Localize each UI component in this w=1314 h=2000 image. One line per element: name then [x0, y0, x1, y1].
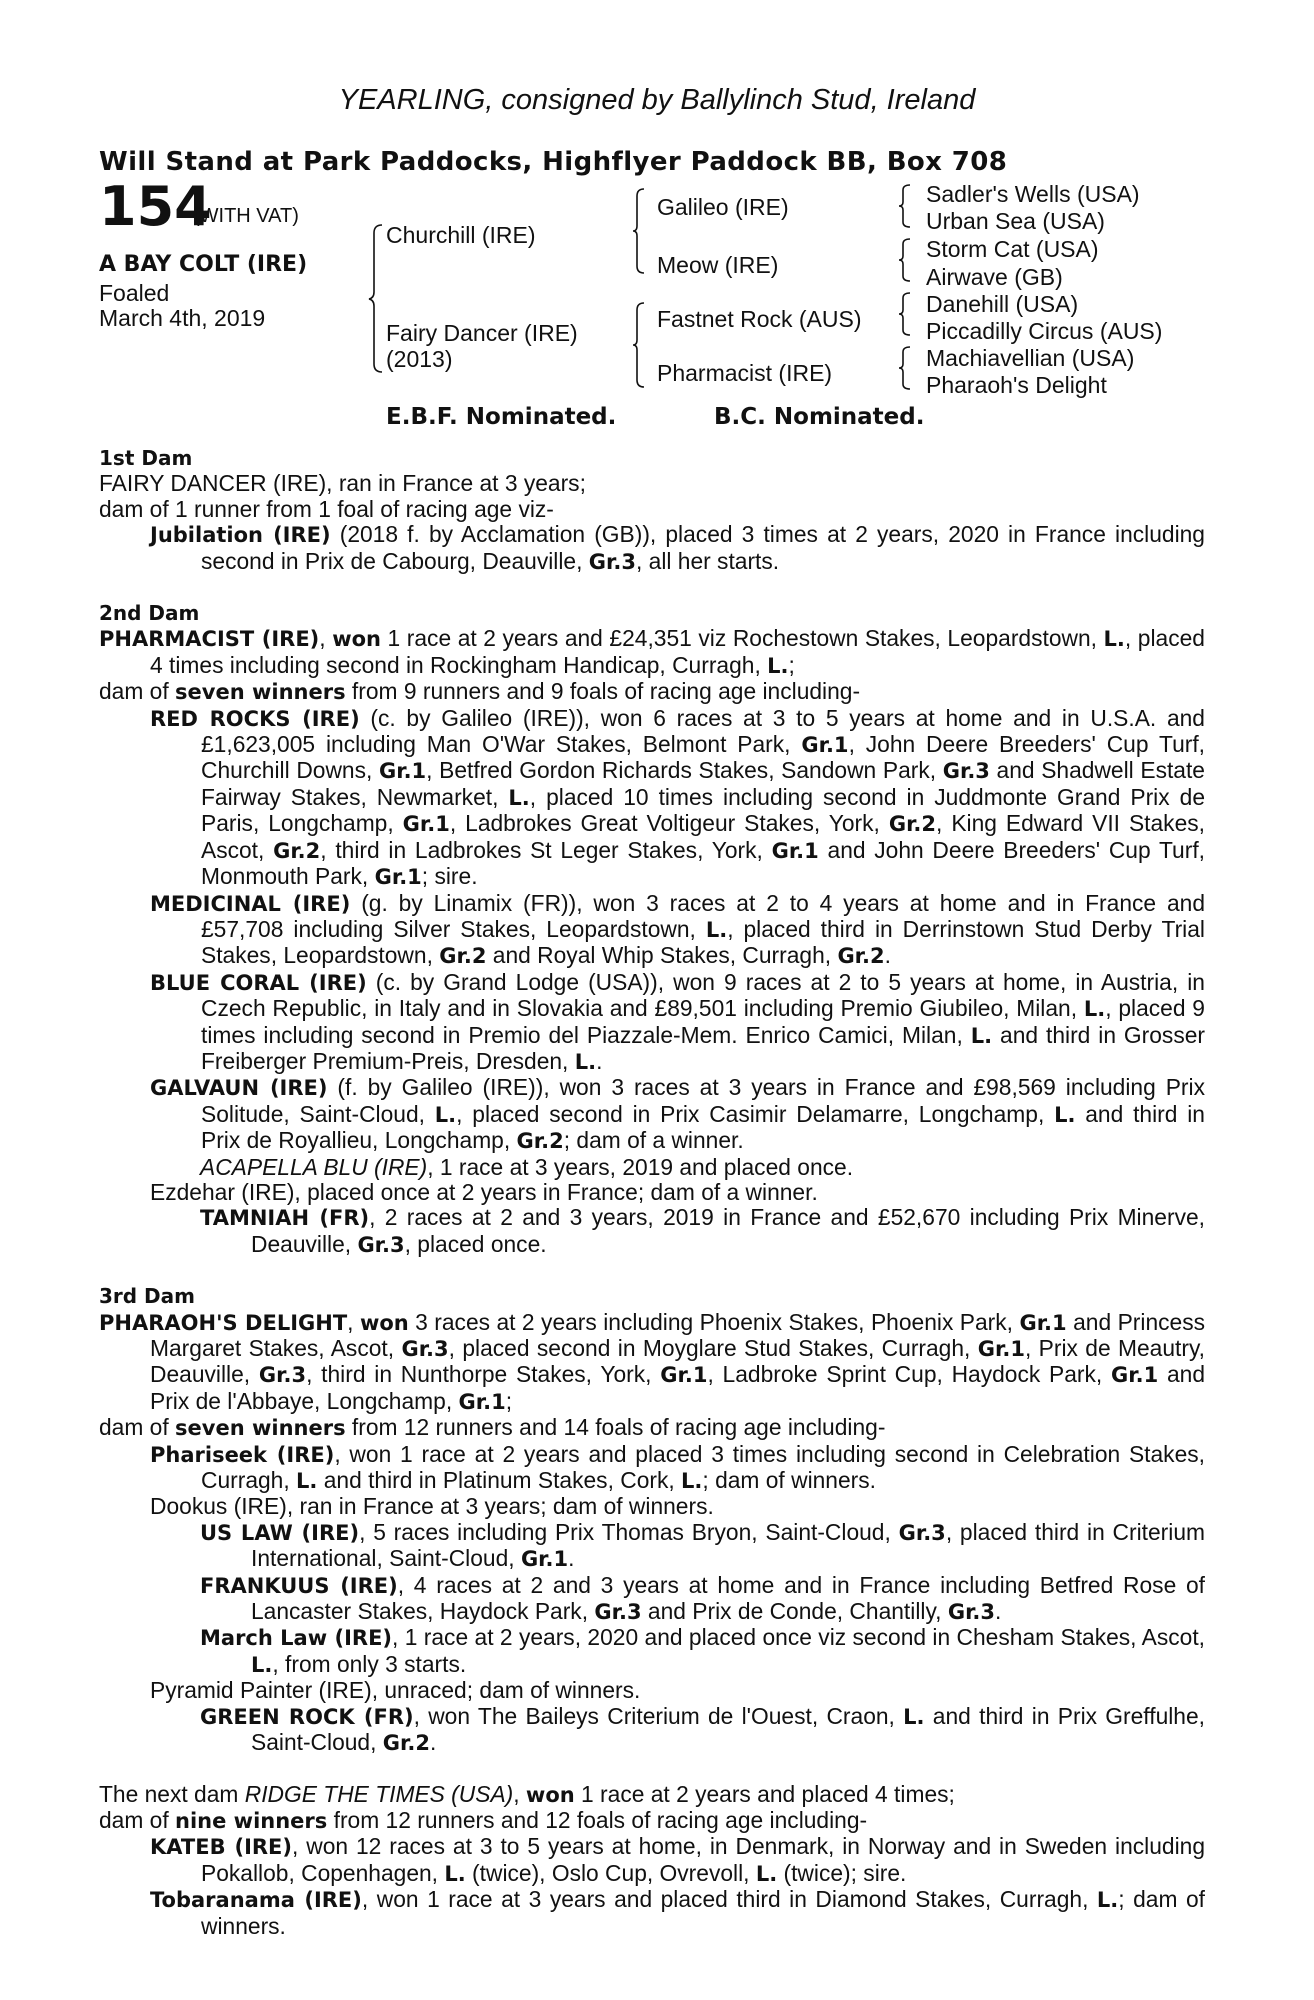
grand-offspring-us-law: US LAW (IRE), 5 races including Prix Thomas Bryon, Saint-Cloud, Gr.3, placed third in Criterium International, Saint-Cloud, Gr.1.: [200, 1518, 1205, 1572]
pedigree-bracket-main: [368, 224, 384, 374]
pedigree-bracket-dam: [632, 302, 646, 388]
great-grandsire-1: Sadler's Wells (USA): [926, 181, 1140, 207]
offspring-dookus: Dookus (IRE), ran in France at 3 years; dam of winners.: [150, 1493, 714, 1520]
lot-description: A BAY COLT (IRE): [99, 252, 308, 277]
grand-offspring-tamniah: TAMNIAH (FR), 2 races at 2 and 3 years, 2019 in France and £52,670 including Prix Minerve, Deauville, Gr.3, placed once.: [200, 1204, 1205, 1257]
grand-offspring-march-law: March Law (IRE), 1 race at 2 years, 2020 and placed once viz second in Chesham Stakes, Ascot, L., from only 3 starts.: [200, 1624, 1205, 1677]
first-dam-line2: dam of 1 runner from 1 foal of racing age viz-: [99, 495, 554, 522]
offspring-kateb: KATEB (IRE), won 12 races at 3 to 5 years at home, in Denmark, in Norway and in Sweden including Pokallob, Copenhagen, L. (twice), Oslo Cup, Ovrevoll, L. (twice); sire.: [150, 1833, 1205, 1886]
bc-nomination: B.C. Nominated.: [714, 404, 925, 430]
pedigree-bracket-g2: [898, 238, 912, 282]
next-dam-produce: dam of nine winners from 12 runners and 12 foals of racing age including-: [99, 1806, 868, 1833]
ebf-nomination: E.B.F. Nominated.: [386, 404, 617, 430]
grand-offspring-acapella-blu: ACAPELLA BLU (IRE), 1 race at 3 years, 2019 and placed once.: [200, 1153, 854, 1180]
second-dam-produce: dam of seven winners from 9 runners and 9 foals of racing age including-: [99, 678, 861, 705]
offspring-phariseek: Phariseek (IRE), won 1 race at 2 years and placed 3 times including second in Celebration Stakes, Curragh, L. and third in Platinum Stakes, Cork, L.; dam of winners.: [150, 1440, 1205, 1494]
third-dam-produce: dam of seven winners from 12 runners and 14 foals of racing age including-: [99, 1414, 886, 1441]
offspring-tobaranama: Tobaranama (IRE), won 1 race at 3 years and placed third in Diamond Stakes, Curragh, L.; dam of winners.: [150, 1886, 1205, 1939]
offspring-medicinal: MEDICINAL (IRE) (g. by Linamix (FR)), won 3 races at 2 to 4 years at home and in France and £57,708 including Silver Stakes, Leopardstown, L., placed third in Derrinstown Stud Derby Trial Stakes, Leopardstown, Gr.2 and Royal Whip Stakes, Curragh, Gr.2.: [150, 889, 1205, 969]
dam-name: Fairy Dancer (IRE): [386, 320, 578, 346]
great-grandsire-4: Machiavellian (USA): [926, 345, 1135, 371]
great-granddam-3: Piccadilly Circus (AUS): [926, 318, 1163, 344]
first-dam-offspring: Jubilation (IRE) (2018 f. by Acclamation (GB)), placed 3 times at 2 years, 2020 in France including second in Prix de Cabourg, Deauville, Gr.3, all her starts.: [150, 521, 1205, 574]
pedigree-bracket-g1: [898, 184, 912, 228]
pedigree-bracket-g4: [898, 346, 912, 390]
sire-dam-name: Meow (IRE): [657, 252, 779, 278]
great-grandsire-3: Danehill (USA): [926, 291, 1079, 317]
sire-sire-name: Galileo (IRE): [657, 194, 789, 220]
stand-location: Will Stand at Park Paddocks, Highflyer Paddock BB, Box 708: [99, 147, 1008, 177]
catalogue-title: YEARLING, consigned by Ballylinch Stud, Ireland: [338, 84, 976, 116]
first-dam-line1: FAIRY DANCER (IRE), ran in France at 3 years;: [99, 470, 586, 497]
second-dam-heading: 2nd Dam: [99, 601, 200, 626]
dam-sire-name: Fastnet Rock (AUS): [657, 306, 862, 332]
great-granddam-2: Airwave (GB): [926, 264, 1063, 290]
catalogue-body: [99, 445, 1205, 1939]
offspring-galvaun: GALVAUN (IRE) (f. by Galileo (IRE)), won 3 races at 3 years in France and £98,569 including Prix Solitude, Saint-Cloud, L., placed second in Prix Casimir Delamarre, Longchamp, L. and third in Prix de Royallieu, Longchamp, Gr.2; dam of a winner.: [150, 1074, 1205, 1154]
dam-year: (2013): [386, 346, 453, 372]
offspring-pyramid-painter: Pyramid Painter (IRE), unraced; dam of winners.: [150, 1677, 641, 1704]
great-grandsire-2: Storm Cat (USA): [926, 236, 1099, 262]
first-dam-heading: 1st Dam: [99, 446, 193, 470]
offspring-blue-coral: BLUE CORAL (IRE) (c. by Grand Lodge (USA)), won 9 races at 2 to 5 years at home, in Austria, in Czech Republic, in Italy and in Slovakia and £89,501 including Premio Giubileo, Milan, L., placed 9 times including second in Premio del Piazzale-Mem. Enrico Camici, Milan, L. and third in Grosser Freiberger Premium-Preis, Dresden, L..: [150, 968, 1205, 1074]
next-dam-record: The next dam RIDGE THE TIMES (USA), won 1 race at 2 years and placed 4 times;: [99, 1780, 955, 1807]
grand-offspring-green-rock: GREEN ROCK (FR), won The Baileys Criterium de l'Ouest, Craon, L. and third in Prix Greffulhe, Saint-Cloud, Gr.2.: [200, 1702, 1206, 1756]
great-granddam-4: Pharaoh's Delight: [926, 372, 1107, 398]
second-dam-record: PHARMACIST (IRE), won 1 race at 2 years and £24,351 viz Rochestown Stakes, Leopardstown, L., placed 4 times including second in Rockingham Handicap, Curragh, L.;: [99, 625, 1205, 678]
offspring-ezdehar: Ezdehar (IRE), placed once at 2 years in France; dam of a winner.: [150, 1178, 818, 1205]
dam-dam-name: Pharmacist (IRE): [657, 360, 833, 386]
great-granddam-1: Urban Sea (USA): [926, 208, 1105, 234]
offspring-red-rocks: RED ROCKS (IRE) (c. by Galileo (IRE)), won 6 races at 3 to 5 years at home and in U.S.A. and £1,623,005 including Man O'War Stakes, Belmont Park, Gr.1, John Deere Breeders' Cup Turf, Churchill Downs, Gr.1, Betfred Gordon Richards Stakes, Sandown Park, Gr.3 and Shadwell Estate Fairway Stakes, Newmarket, L., placed 10 times including second in Juddmonte Grand Prix de Paris, Longchamp, Gr.1, Ladbrokes Great Voltigeur Stakes, York, Gr.2, King Edward VII Stakes, Ascot, Gr.2, third in Ladbrokes St Leger Stakes, York, Gr.1 and John Deere Breeders' Cup Turf, Monmouth Park, Gr.1; sire.: [150, 704, 1206, 890]
pedigree-bracket-sire: [632, 188, 646, 274]
pedigree-bracket-g3: [898, 292, 912, 336]
third-dam-record: PHARAOH'S DELIGHT, won 3 races at 2 years including Phoenix Stakes, Phoenix Park, Gr.1 and Princess Margaret Stakes, Ascot, Gr.3, placed second in Moyglare Stud Stakes, Curragh, Gr.1, Prix de Meautry, Deauville, Gr.3, third in Nunthorpe Stakes, York, Gr.1, Ladbroke Sprint Cup, Haydock Park, Gr.1 and Prix de l'Abbaye, Longchamp, Gr.1;: [99, 1308, 1206, 1414]
third-dam-heading: 3rd Dam: [99, 1284, 195, 1309]
lot-number: 154: [99, 175, 212, 238]
vat-note: (WITH VAT): [193, 205, 299, 227]
sire-name: Churchill (IRE): [386, 222, 536, 248]
foaled-date: March 4th, 2019: [99, 305, 266, 331]
foaled-label: Foaled: [99, 280, 170, 306]
grand-offspring-frankuus: FRANKUUS (IRE), 4 races at 2 and 3 years at home and in France including Betfred Rose of Lancaster Stakes, Haydock Park, Gr.3 and Prix de Conde, Chantilly, Gr.3.: [200, 1571, 1206, 1625]
